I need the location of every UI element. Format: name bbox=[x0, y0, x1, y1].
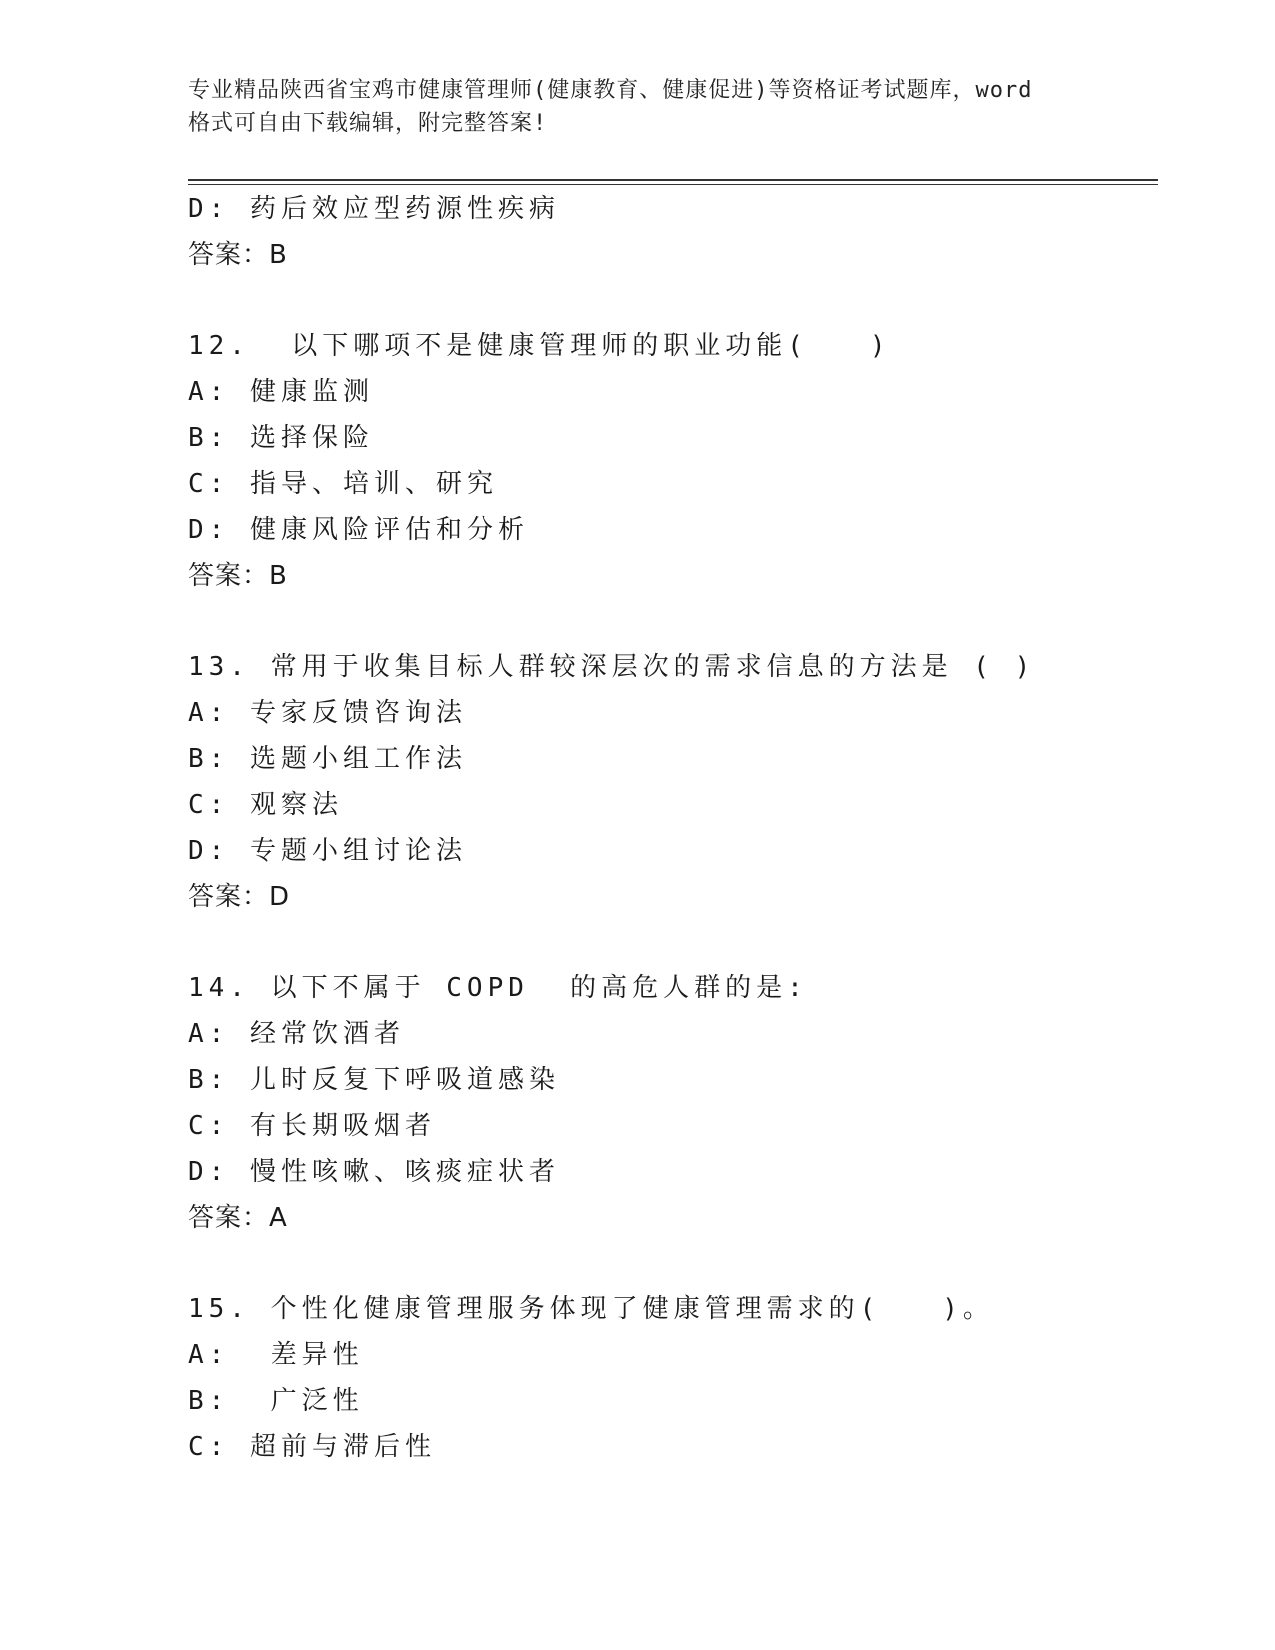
question-15 bbox=[188, 1286, 1148, 1470]
question-stem: 12. 以下哪项不是健康管理师的职业功能( ) bbox=[188, 331, 891, 361]
answer: 答案：A bbox=[188, 1203, 288, 1233]
option-d: D: 健康风险评估和分析 bbox=[188, 515, 529, 545]
question-stem: 15. 个性化健康管理服务体现了健康管理需求的( )。 bbox=[188, 1294, 994, 1324]
header-line-2: 格式可自由下载编辑，附完整答案! bbox=[188, 111, 548, 136]
option-c: C: 超前与滞后性 bbox=[188, 1432, 436, 1462]
option-a: A: 差异性 bbox=[188, 1340, 364, 1370]
answer: 答案：B bbox=[188, 561, 288, 591]
option-a: A: 专家反馈咨询法 bbox=[188, 698, 467, 728]
question-stem: 13. 常用于收集目标人群较深层次的需求信息的方法是 ( ) bbox=[188, 652, 1036, 682]
question-14 bbox=[188, 965, 1148, 1241]
question-list bbox=[188, 186, 1148, 1470]
option-d: D: 专题小组讨论法 bbox=[188, 836, 467, 866]
question-13 bbox=[188, 644, 1148, 920]
header-divider-thick bbox=[188, 179, 1158, 181]
option-b: B: 儿时反复下呼吸道感染 bbox=[188, 1065, 560, 1095]
carryover-option-d: D: 药后效应型药源性疾病 bbox=[188, 194, 560, 224]
option-c: C: 有长期吸烟者 bbox=[188, 1111, 436, 1141]
option-b: B: 选择保险 bbox=[188, 423, 374, 453]
option-c: C: 指导、培训、研究 bbox=[188, 469, 498, 499]
option-a: A: 健康监测 bbox=[188, 377, 374, 407]
option-b: B: 广泛性 bbox=[188, 1386, 364, 1416]
document-header bbox=[188, 74, 1088, 140]
option-b: B: 选题小组工作法 bbox=[188, 744, 467, 774]
option-c: C: 观察法 bbox=[188, 790, 343, 820]
answer: 答案：D bbox=[188, 882, 291, 912]
question-12 bbox=[188, 323, 1148, 599]
option-a: A: 经常饮酒者 bbox=[188, 1019, 405, 1049]
header-divider-thin bbox=[188, 184, 1158, 185]
header-line-1: 专业精品陕西省宝鸡市健康管理师(健康教育、健康促进)等资格证考试题库，word bbox=[188, 78, 1033, 103]
question-stem: 14. 以下不属于 COPD 的高危人群的是: bbox=[188, 973, 808, 1003]
carryover-answer: 答案：B bbox=[188, 240, 288, 270]
option-d: D: 慢性咳嗽、咳痰症状者 bbox=[188, 1157, 560, 1187]
